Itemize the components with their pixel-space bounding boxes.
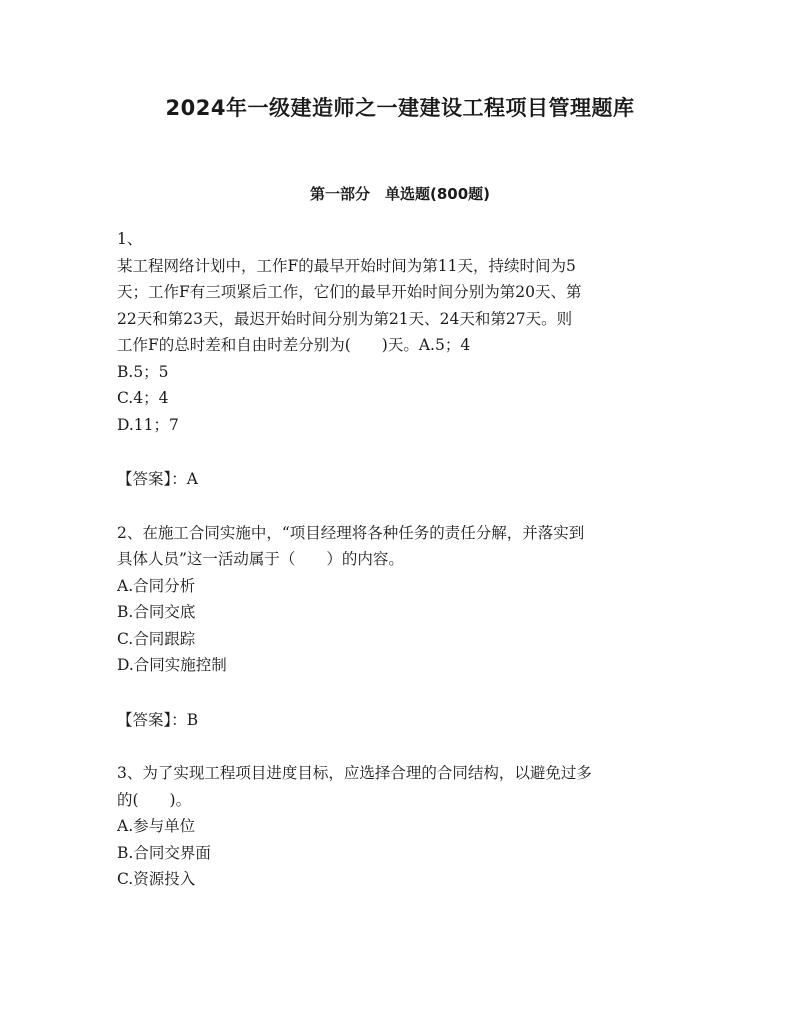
option-d: D.11；7	[117, 415, 179, 434]
option-c: C.合同跟踪	[117, 629, 196, 648]
section-title: 第一部分 单选题(800题)	[309, 185, 491, 203]
option-b: B.合同交界面	[117, 843, 211, 862]
question-list	[117, 226, 683, 893]
option-b: B.5；5	[117, 362, 169, 381]
question-stem-line: 2、在施工合同实施中，“项目经理将各种任务的责任分解，并落实到	[117, 523, 585, 542]
option-d: D.合同实施控制	[117, 656, 227, 674]
option-c: C.资源投入	[117, 870, 196, 888]
option-a: A.参与单位	[117, 817, 196, 835]
question-stem-line: 工作F的总时差和自由时差分别为( )天。A.5；4	[117, 336, 471, 354]
question-2	[117, 520, 683, 734]
question-stem-line: 的( )。	[117, 790, 192, 809]
question-3	[117, 760, 683, 893]
question-number: 1、	[117, 230, 143, 248]
answer-line: 【答案】：B	[117, 710, 199, 729]
question-stem-line: 22天和第23天，最迟开始时间分别为第21天、24天和第27天。则	[117, 309, 573, 328]
question-stem-line: 天；工作F有三项紧后工作，它们的最早开始时间分别为第20天、第	[117, 283, 582, 301]
question-1	[117, 226, 683, 493]
option-b: B.合同交底	[117, 603, 196, 621]
question-stem-line: 3、为了实现工程项目进度目标，应选择合理的合同结构，以避免过多	[117, 764, 592, 782]
option-c: C.4；4	[117, 389, 169, 407]
document-title: 2024年一级建造师之一建建设工程项目管理题库	[165, 96, 635, 120]
question-stem-line: 某工程网络计划中，工作F的最早开始时间为第11天，持续时间为5	[117, 256, 576, 275]
answer-line: 【答案】：A	[117, 470, 198, 488]
question-stem-line: 具体人员”这一活动属于（ ）的内容。	[117, 550, 404, 568]
option-a: A.合同分析	[117, 576, 196, 595]
